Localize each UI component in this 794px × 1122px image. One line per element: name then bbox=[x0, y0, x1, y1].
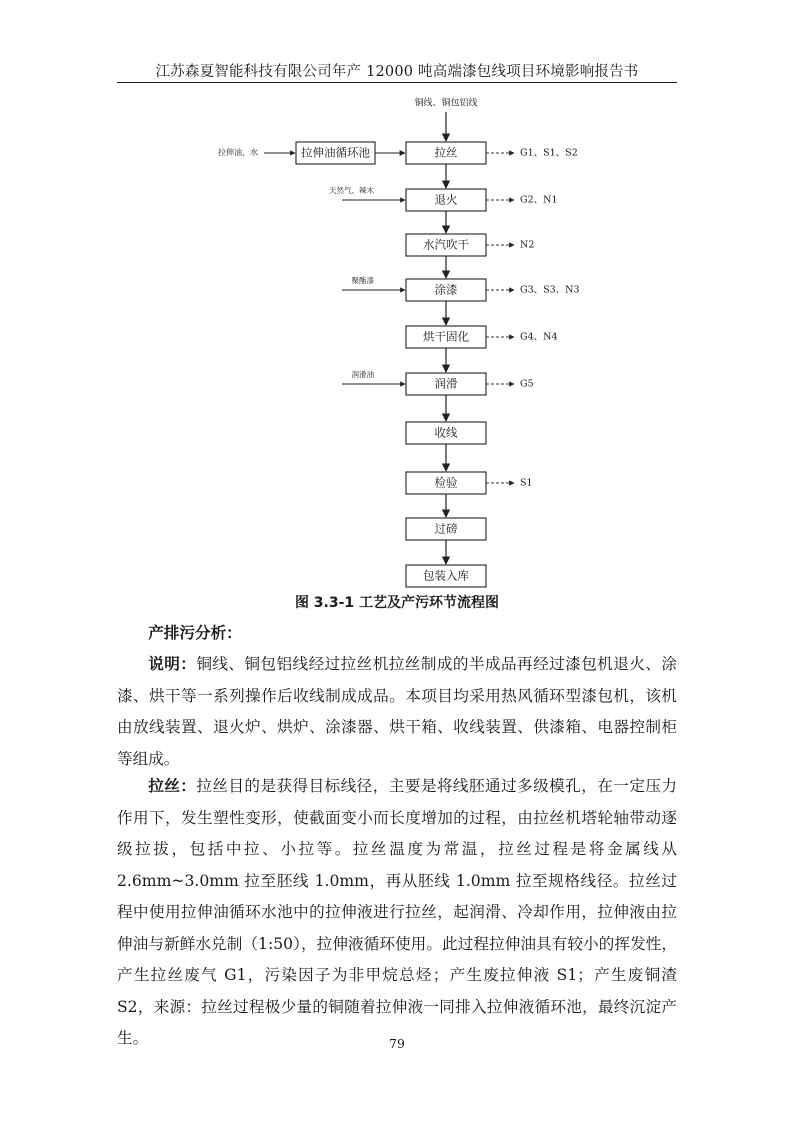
paragraph-description bbox=[117, 649, 677, 775]
input-label: 润滑油 bbox=[351, 370, 374, 379]
paragraph-lead: 拉丝： bbox=[148, 777, 197, 795]
emission-label: G4、N4 bbox=[520, 331, 558, 343]
emission-label: G1、S1、S2 bbox=[520, 147, 578, 159]
process-label: 烘干固化 bbox=[423, 329, 469, 344]
emission-label: G5 bbox=[520, 378, 534, 390]
document-header: 江苏森夏智能科技有限公司年产 12000 吨高端漆包线项目环境影响报告书 bbox=[155, 64, 639, 80]
paragraph-text: 拉丝目的是获得目标线径，主要是将线胚通过多级模孔，在一定压力作用下，发生塑性变形，使截面变小而长度增加的过程，由拉丝机塔轮轴带动逐级拉拔，包括中拉、小拉等。拉丝温度为常温，拉丝过程是将金属线从2.6mm~3.0mm 拉至胚线 1.0mm，再从胚线 1.0mm 拉至规格线径。拉丝过程中使用拉伸油循环水池中的拉伸液进行拉丝，起润滑、冷却作用，拉伸液由拉伸油与新鲜水兑制（1:50），拉伸液循环使用。此过程拉伸油具有较小的挥发性，产生拉丝废气 G1，污染因子为非甲烷总烃；产生废拉伸液 S1；产生废铜渣 S2，来源：拉丝过程极少量的铜随着拉伸液一同排入拉伸液循环池，最终沉淀产生。 bbox=[117, 777, 677, 1047]
input-label: 拉伸油、水 bbox=[218, 148, 258, 157]
process-label: 涂漆 bbox=[434, 282, 458, 297]
process-label: 退火 bbox=[434, 192, 458, 207]
emission-label: S1 bbox=[520, 477, 533, 489]
paragraph-drawing bbox=[117, 771, 677, 1055]
page-number: 79 bbox=[389, 1036, 405, 1051]
process-label: 拉丝 bbox=[434, 145, 458, 160]
raw-material-label: 铜线、铜包铝线 bbox=[414, 98, 478, 109]
input-label: 天然气、辣木 bbox=[329, 186, 374, 195]
section-title: 产排污分析： bbox=[148, 624, 242, 642]
side-process-label: 拉伸油循环池 bbox=[301, 145, 370, 160]
process-label: 过磅 bbox=[434, 521, 458, 536]
paragraph-lead: 说明： bbox=[148, 655, 197, 673]
process-label: 包装入库 bbox=[423, 568, 469, 583]
process-label: 水汽吹干 bbox=[423, 237, 469, 252]
emission-label: N2 bbox=[520, 239, 535, 251]
process-label: 收线 bbox=[434, 425, 458, 440]
process-label: 润滑 bbox=[434, 376, 458, 391]
input-label: 聚酯漆 bbox=[351, 276, 374, 285]
paragraph-text: 铜线、铜包铝线经过拉丝机拉丝制成的半成品再经过漆包机退火、涂漆、烘干等一系列操作后收线制成成品。本项目均采用热风循环型漆包机，该机由放线装置、退火炉、烘炉、涂漆器、烘干箱、收线装置、供漆箱、电器控制柜等组成。 bbox=[117, 655, 677, 768]
emission-label: G2、N1 bbox=[520, 194, 558, 206]
emission-label: G3、S3、N3 bbox=[520, 284, 580, 296]
figure-caption: 图 3.3-1 工艺及产污环节流程图 bbox=[294, 595, 500, 611]
process-label: 检验 bbox=[434, 475, 458, 490]
flow-layer bbox=[218, 97, 580, 588]
